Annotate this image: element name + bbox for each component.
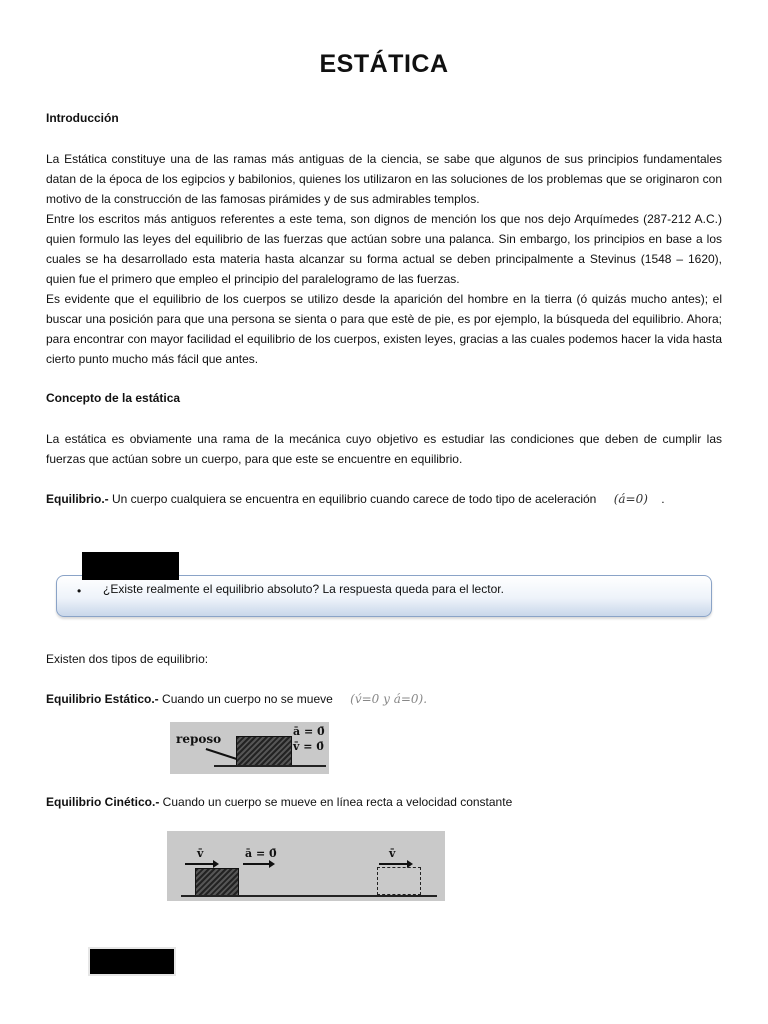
equilibrio-formula: (á=0) xyxy=(613,492,648,506)
equilibrio-text: Un cuerpo cualquiera se encuentra en equilibrio cuando carece de todo tipo de aceleración xyxy=(108,492,597,506)
intro-heading: Introducción xyxy=(46,111,119,125)
reposo-label: reposo xyxy=(176,732,222,746)
cinetico-ground xyxy=(181,895,437,897)
equilibrio-trail: . xyxy=(661,492,665,506)
redaction-box-bottom xyxy=(90,949,174,974)
tipos-text: Existen dos tipos de equilibrio: xyxy=(46,652,209,666)
equilibrio-definition xyxy=(46,492,665,506)
cinetico-v2-label: v̄ xyxy=(389,847,396,860)
intro-paragraph-2: Entre los escritos más antiguos referentes a este tema, son dignos de mención los que nos dejo Arquímedes (287-212 A.C.) quien formulo las leyes del equilibrio de las fuerzas que actúan sobre una palanca. Sin embargo, los principios en base a los cuales se ha desarrollado esta materia hasta alcanzar su forma actual se deben principalmente a Stevinus (1548 – 1620), quien fue el primero que empleo el principio del paralelogramo de las fuerzas. xyxy=(46,212,722,286)
cinetico-v1-label: v̄ xyxy=(197,847,204,860)
equilibrio-label: Equilibrio.- xyxy=(46,492,109,506)
cinetico-v2-arrow xyxy=(379,863,409,865)
callout-box xyxy=(56,575,712,617)
estatico-definition xyxy=(46,692,427,706)
cinetico-text: Cuando un cuerpo se mueve en línea recta a velocidad constante xyxy=(159,795,513,809)
cinetico-dashed-block xyxy=(377,867,421,895)
reposo-figure xyxy=(170,722,329,774)
cinetico-label: Equilibrio Cinético.- xyxy=(46,795,160,809)
estatico-text: Cuando un cuerpo no se mueve xyxy=(158,692,333,706)
reposo-a-label: ā = 0̄ xyxy=(293,725,325,738)
cinetico-a-arrow xyxy=(243,863,271,865)
cinetico-definition xyxy=(46,795,512,809)
page-title: ESTÁTICA xyxy=(319,50,449,78)
estatico-formula: (v́=0 y á=0). xyxy=(350,692,428,706)
intro-paragraph-3: Es evidente que el equilibrio de los cuerpos se utilizo desde la aparición del hombre en la tierra (ó quizás mucho antes); el buscar una posición para que una persona se sienta o para que estè de pie, es por ejemplo, la búsqueda del equilibrio. Ahora; para encontrar con mayor facilidad el equilibrio de los cuerpos, existen leyes, gracias a las cuales podemos hacer la vida hasta cierto punto mucho más fácil que antes. xyxy=(46,292,722,366)
concepto-paragraph: La estática es obviamente una rama de la mecánica cuyo objetivo es estudiar las condiciones que deben de cumplir las fuerzas que actúan sobre un cuerpo, para que este se encuentre en equilibrio. xyxy=(46,432,722,466)
reposo-ground xyxy=(214,765,326,767)
concepto-heading: Concepto de la estática xyxy=(46,391,181,405)
cinetico-block xyxy=(195,868,239,896)
cinetico-v1-arrow xyxy=(185,863,215,865)
callout-bullet: • xyxy=(77,584,82,598)
callout-text: ¿Existe realmente el equilibrio absoluto? La respuesta queda para el lector. xyxy=(103,582,504,596)
reposo-block xyxy=(236,736,292,766)
cinetico-a-label: ā = 0̄ xyxy=(245,847,277,860)
intro-paragraph-1: La Estática constituye una de las ramas más antiguas de la ciencia, se sabe que algunos de sus principios fundamentales datan de la época de los egipcios y babilonios, quienes los utilizaron en las soluciones de los problemas que se originaron con motivo de la construcción de las famosas pirámides y de sus admirables templos. xyxy=(46,152,722,206)
reposo-v-label: v̄ = 0̄ xyxy=(293,740,324,753)
redaction-box xyxy=(82,552,179,580)
estatico-label: Equilibrio Estático.- xyxy=(46,692,159,706)
cinetico-figure xyxy=(167,831,445,901)
